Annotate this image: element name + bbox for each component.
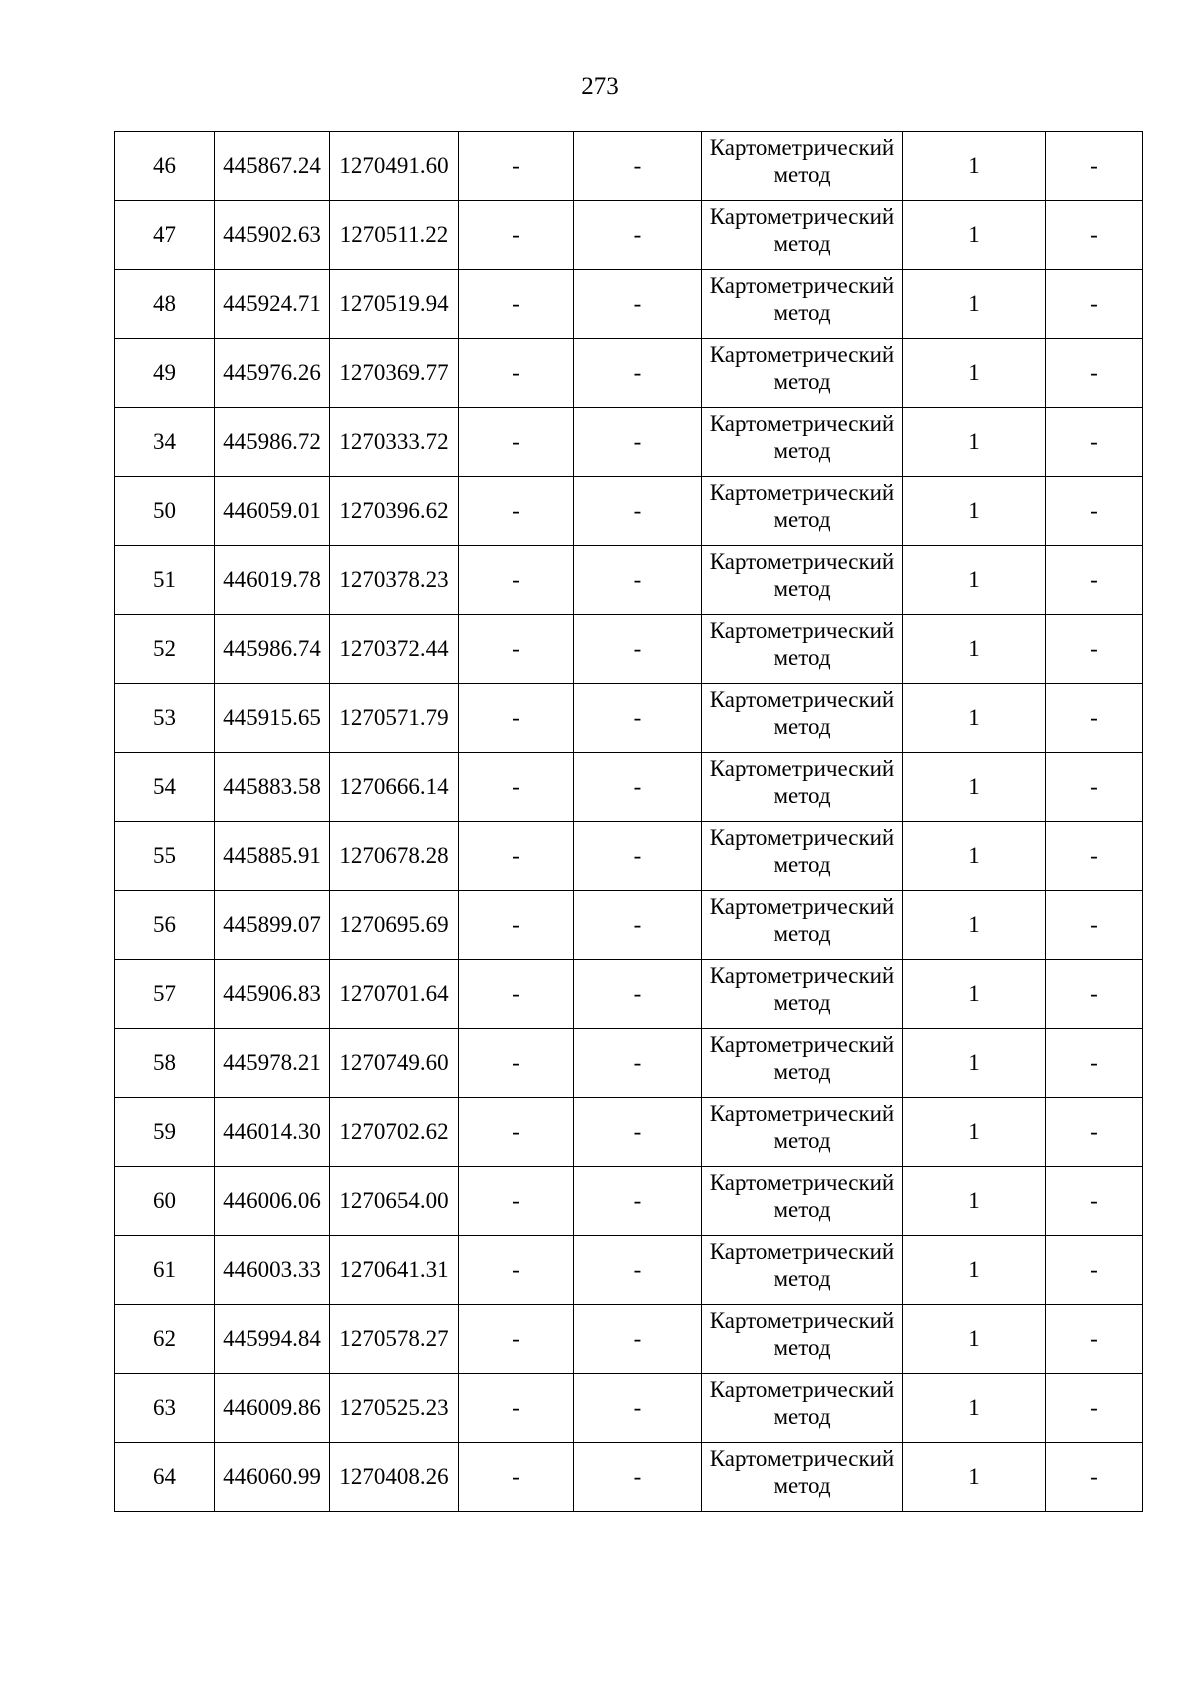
column-5-cell: - xyxy=(574,1443,702,1512)
method-line-1: Картометрический xyxy=(709,1308,895,1333)
column-8-cell: - xyxy=(1046,822,1143,891)
column-4-cell: - xyxy=(459,1098,574,1167)
method-line-1: Картометрический xyxy=(709,1377,895,1402)
method-line-2: метод xyxy=(773,1473,831,1498)
method-cell xyxy=(702,546,903,615)
column-7-cell: 1 xyxy=(903,891,1046,960)
x-coordinate-cell: 446009.86 xyxy=(215,1374,330,1443)
y-coordinate-cell: 1270396.62 xyxy=(330,477,459,546)
point-number-cell: 56 xyxy=(115,891,215,960)
method-line-2: метод xyxy=(773,783,831,808)
table-row xyxy=(115,615,1143,684)
y-coordinate-cell: 1270408.26 xyxy=(330,1443,459,1512)
column-8-cell: - xyxy=(1046,408,1143,477)
column-8-cell: - xyxy=(1046,960,1143,1029)
method-line-1: Картометрический xyxy=(709,273,895,298)
column-5-cell: - xyxy=(574,270,702,339)
column-7-cell: 1 xyxy=(903,1305,1046,1374)
method-line-2: метод xyxy=(773,645,831,670)
column-5-cell: - xyxy=(574,132,702,201)
x-coordinate-cell: 445924.71 xyxy=(215,270,330,339)
column-8-cell: - xyxy=(1046,1029,1143,1098)
method-cell xyxy=(702,408,903,477)
method-cell xyxy=(702,684,903,753)
method-cell xyxy=(702,477,903,546)
y-coordinate-cell: 1270702.62 xyxy=(330,1098,459,1167)
method-cell xyxy=(702,960,903,1029)
y-coordinate-cell: 1270666.14 xyxy=(330,753,459,822)
table-row xyxy=(115,1305,1143,1374)
method-line-1: Картометрический xyxy=(709,1032,895,1057)
method-line-1: Картометрический xyxy=(709,204,895,229)
column-4-cell: - xyxy=(459,1236,574,1305)
x-coordinate-cell: 445994.84 xyxy=(215,1305,330,1374)
method-line-2: метод xyxy=(773,300,831,325)
method-cell xyxy=(702,132,903,201)
point-number-cell: 61 xyxy=(115,1236,215,1305)
method-line-2: метод xyxy=(773,507,831,532)
column-7-cell: 1 xyxy=(903,615,1046,684)
table-row xyxy=(115,822,1143,891)
method-line-2: метод xyxy=(773,1404,831,1429)
method-line-2: метод xyxy=(773,852,831,877)
point-number-cell: 60 xyxy=(115,1167,215,1236)
column-7-cell: 1 xyxy=(903,477,1046,546)
y-coordinate-cell: 1270378.23 xyxy=(330,546,459,615)
column-8-cell: - xyxy=(1046,1098,1143,1167)
column-5-cell: - xyxy=(574,1374,702,1443)
column-8-cell: - xyxy=(1046,1236,1143,1305)
method-line-2: метод xyxy=(773,990,831,1015)
y-coordinate-cell: 1270372.44 xyxy=(330,615,459,684)
method-cell xyxy=(702,1305,903,1374)
x-coordinate-cell: 446060.99 xyxy=(215,1443,330,1512)
column-7-cell: 1 xyxy=(903,960,1046,1029)
table-row xyxy=(115,339,1143,408)
y-coordinate-cell: 1270369.77 xyxy=(330,339,459,408)
column-7-cell: 1 xyxy=(903,270,1046,339)
column-8-cell: - xyxy=(1046,1443,1143,1512)
point-number-cell: 46 xyxy=(115,132,215,201)
column-4-cell: - xyxy=(459,408,574,477)
method-cell xyxy=(702,1029,903,1098)
method-line-2: метод xyxy=(773,231,831,256)
column-4-cell: - xyxy=(459,684,574,753)
page-number: 273 xyxy=(581,73,619,100)
column-7-cell: 1 xyxy=(903,822,1046,891)
x-coordinate-cell: 446006.06 xyxy=(215,1167,330,1236)
table-row xyxy=(115,546,1143,615)
method-cell xyxy=(702,615,903,684)
column-5-cell: - xyxy=(574,1236,702,1305)
method-cell xyxy=(702,891,903,960)
column-4-cell: - xyxy=(459,615,574,684)
point-number-cell: 47 xyxy=(115,201,215,270)
point-number-cell: 63 xyxy=(115,1374,215,1443)
method-cell xyxy=(702,1236,903,1305)
method-cell xyxy=(702,270,903,339)
column-5-cell: - xyxy=(574,822,702,891)
method-cell xyxy=(702,822,903,891)
method-line-2: метод xyxy=(773,1059,831,1084)
method-line-1: Картометрический xyxy=(709,1101,895,1126)
point-number-cell: 59 xyxy=(115,1098,215,1167)
y-coordinate-cell: 1270525.23 xyxy=(330,1374,459,1443)
method-line-1: Картометрический xyxy=(709,411,895,436)
x-coordinate-cell: 445883.58 xyxy=(215,753,330,822)
column-4-cell: - xyxy=(459,1029,574,1098)
y-coordinate-cell: 1270695.69 xyxy=(330,891,459,960)
method-cell xyxy=(702,1098,903,1167)
method-cell xyxy=(702,753,903,822)
column-5-cell: - xyxy=(574,891,702,960)
column-8-cell: - xyxy=(1046,753,1143,822)
coordinates-table xyxy=(114,131,1143,1512)
x-coordinate-cell: 445906.83 xyxy=(215,960,330,1029)
column-8-cell: - xyxy=(1046,270,1143,339)
table-row xyxy=(115,1374,1143,1443)
point-number-cell: 54 xyxy=(115,753,215,822)
method-cell xyxy=(702,1443,903,1512)
method-line-2: метод xyxy=(773,921,831,946)
table-row xyxy=(115,408,1143,477)
column-4-cell: - xyxy=(459,891,574,960)
y-coordinate-cell: 1270641.31 xyxy=(330,1236,459,1305)
point-number-cell: 34 xyxy=(115,408,215,477)
column-5-cell: - xyxy=(574,201,702,270)
method-line-1: Картометрический xyxy=(709,1170,895,1195)
point-number-cell: 48 xyxy=(115,270,215,339)
method-line-1: Картометрический xyxy=(709,756,895,781)
column-7-cell: 1 xyxy=(903,546,1046,615)
column-5-cell: - xyxy=(574,960,702,1029)
y-coordinate-cell: 1270578.27 xyxy=(330,1305,459,1374)
point-number-cell: 52 xyxy=(115,615,215,684)
column-4-cell: - xyxy=(459,201,574,270)
column-4-cell: - xyxy=(459,753,574,822)
column-8-cell: - xyxy=(1046,684,1143,753)
method-line-2: метод xyxy=(773,1266,831,1291)
method-line-1: Картометрический xyxy=(709,135,895,160)
y-coordinate-cell: 1270678.28 xyxy=(330,822,459,891)
method-line-1: Картометрический xyxy=(709,1446,895,1471)
column-4-cell: - xyxy=(459,477,574,546)
y-coordinate-cell: 1270333.72 xyxy=(330,408,459,477)
column-7-cell: 1 xyxy=(903,1029,1046,1098)
column-5-cell: - xyxy=(574,684,702,753)
column-4-cell: - xyxy=(459,822,574,891)
column-4-cell: - xyxy=(459,1305,574,1374)
column-7-cell: 1 xyxy=(903,408,1046,477)
column-7-cell: 1 xyxy=(903,1167,1046,1236)
method-line-1: Картометрический xyxy=(709,963,895,988)
method-line-2: метод xyxy=(773,1335,831,1360)
method-line-1: Картометрический xyxy=(709,549,895,574)
method-line-2: метод xyxy=(773,162,831,187)
x-coordinate-cell: 445885.91 xyxy=(215,822,330,891)
point-number-cell: 49 xyxy=(115,339,215,408)
point-number-cell: 53 xyxy=(115,684,215,753)
column-5-cell: - xyxy=(574,408,702,477)
table-body xyxy=(115,132,1143,1512)
column-8-cell: - xyxy=(1046,546,1143,615)
column-7-cell: 1 xyxy=(903,201,1046,270)
x-coordinate-cell: 445867.24 xyxy=(215,132,330,201)
table-row xyxy=(115,477,1143,546)
column-8-cell: - xyxy=(1046,477,1143,546)
method-line-1: Картометрический xyxy=(709,480,895,505)
column-5-cell: - xyxy=(574,753,702,822)
column-7-cell: 1 xyxy=(903,684,1046,753)
x-coordinate-cell: 445902.63 xyxy=(215,201,330,270)
column-7-cell: 1 xyxy=(903,753,1046,822)
table-row xyxy=(115,753,1143,822)
method-cell xyxy=(702,1167,903,1236)
method-line-1: Картометрический xyxy=(709,894,895,919)
table-row xyxy=(115,891,1143,960)
column-4-cell: - xyxy=(459,270,574,339)
column-8-cell: - xyxy=(1046,1167,1143,1236)
column-4-cell: - xyxy=(459,339,574,408)
column-5-cell: - xyxy=(574,1029,702,1098)
y-coordinate-cell: 1270749.60 xyxy=(330,1029,459,1098)
method-line-2: метод xyxy=(773,1128,831,1153)
method-line-1: Картометрический xyxy=(709,825,895,850)
y-coordinate-cell: 1270491.60 xyxy=(330,132,459,201)
x-coordinate-cell: 445986.72 xyxy=(215,408,330,477)
method-line-1: Картометрический xyxy=(709,342,895,367)
column-4-cell: - xyxy=(459,960,574,1029)
column-4-cell: - xyxy=(459,546,574,615)
table-row xyxy=(115,684,1143,753)
point-number-cell: 62 xyxy=(115,1305,215,1374)
column-5-cell: - xyxy=(574,477,702,546)
table-row xyxy=(115,960,1143,1029)
column-5-cell: - xyxy=(574,1167,702,1236)
method-line-2: метод xyxy=(773,1197,831,1222)
column-4-cell: - xyxy=(459,132,574,201)
y-coordinate-cell: 1270519.94 xyxy=(330,270,459,339)
column-7-cell: 1 xyxy=(903,1374,1046,1443)
y-coordinate-cell: 1270654.00 xyxy=(330,1167,459,1236)
table-row xyxy=(115,1029,1143,1098)
column-7-cell: 1 xyxy=(903,132,1046,201)
method-line-2: метод xyxy=(773,438,831,463)
x-coordinate-cell: 446019.78 xyxy=(215,546,330,615)
column-8-cell: - xyxy=(1046,615,1143,684)
column-7-cell: 1 xyxy=(903,1098,1046,1167)
table-row xyxy=(115,201,1143,270)
table-row xyxy=(115,1098,1143,1167)
method-line-2: метод xyxy=(773,576,831,601)
point-number-cell: 50 xyxy=(115,477,215,546)
table-row xyxy=(115,1236,1143,1305)
point-number-cell: 58 xyxy=(115,1029,215,1098)
method-line-2: метод xyxy=(773,369,831,394)
method-cell xyxy=(702,339,903,408)
table-row xyxy=(115,1167,1143,1236)
point-number-cell: 64 xyxy=(115,1443,215,1512)
table-row xyxy=(115,132,1143,201)
column-8-cell: - xyxy=(1046,339,1143,408)
table-row xyxy=(115,270,1143,339)
method-line-1: Картометрический xyxy=(709,1239,895,1264)
y-coordinate-cell: 1270511.22 xyxy=(330,201,459,270)
x-coordinate-cell: 445899.07 xyxy=(215,891,330,960)
x-coordinate-cell: 446059.01 xyxy=(215,477,330,546)
column-8-cell: - xyxy=(1046,1374,1143,1443)
x-coordinate-cell: 445915.65 xyxy=(215,684,330,753)
column-8-cell: - xyxy=(1046,1305,1143,1374)
x-coordinate-cell: 445978.21 xyxy=(215,1029,330,1098)
y-coordinate-cell: 1270571.79 xyxy=(330,684,459,753)
column-7-cell: 1 xyxy=(903,1236,1046,1305)
point-number-cell: 51 xyxy=(115,546,215,615)
column-8-cell: - xyxy=(1046,891,1143,960)
column-7-cell: 1 xyxy=(903,339,1046,408)
column-8-cell: - xyxy=(1046,132,1143,201)
column-5-cell: - xyxy=(574,339,702,408)
column-4-cell: - xyxy=(459,1443,574,1512)
method-cell xyxy=(702,1374,903,1443)
method-cell xyxy=(702,201,903,270)
x-coordinate-cell: 446003.33 xyxy=(215,1236,330,1305)
column-4-cell: - xyxy=(459,1374,574,1443)
table-row xyxy=(115,1443,1143,1512)
column-7-cell: 1 xyxy=(903,1443,1046,1512)
point-number-cell: 57 xyxy=(115,960,215,1029)
column-4-cell: - xyxy=(459,1167,574,1236)
column-5-cell: - xyxy=(574,546,702,615)
x-coordinate-cell: 445986.74 xyxy=(215,615,330,684)
x-coordinate-cell: 445976.26 xyxy=(215,339,330,408)
x-coordinate-cell: 446014.30 xyxy=(215,1098,330,1167)
point-number-cell: 55 xyxy=(115,822,215,891)
method-line-1: Картометрический xyxy=(709,618,895,643)
column-5-cell: - xyxy=(574,1305,702,1374)
method-line-1: Картометрический xyxy=(709,687,895,712)
column-5-cell: - xyxy=(574,1098,702,1167)
y-coordinate-cell: 1270701.64 xyxy=(330,960,459,1029)
column-8-cell: - xyxy=(1046,201,1143,270)
method-line-2: метод xyxy=(773,714,831,739)
column-5-cell: - xyxy=(574,615,702,684)
